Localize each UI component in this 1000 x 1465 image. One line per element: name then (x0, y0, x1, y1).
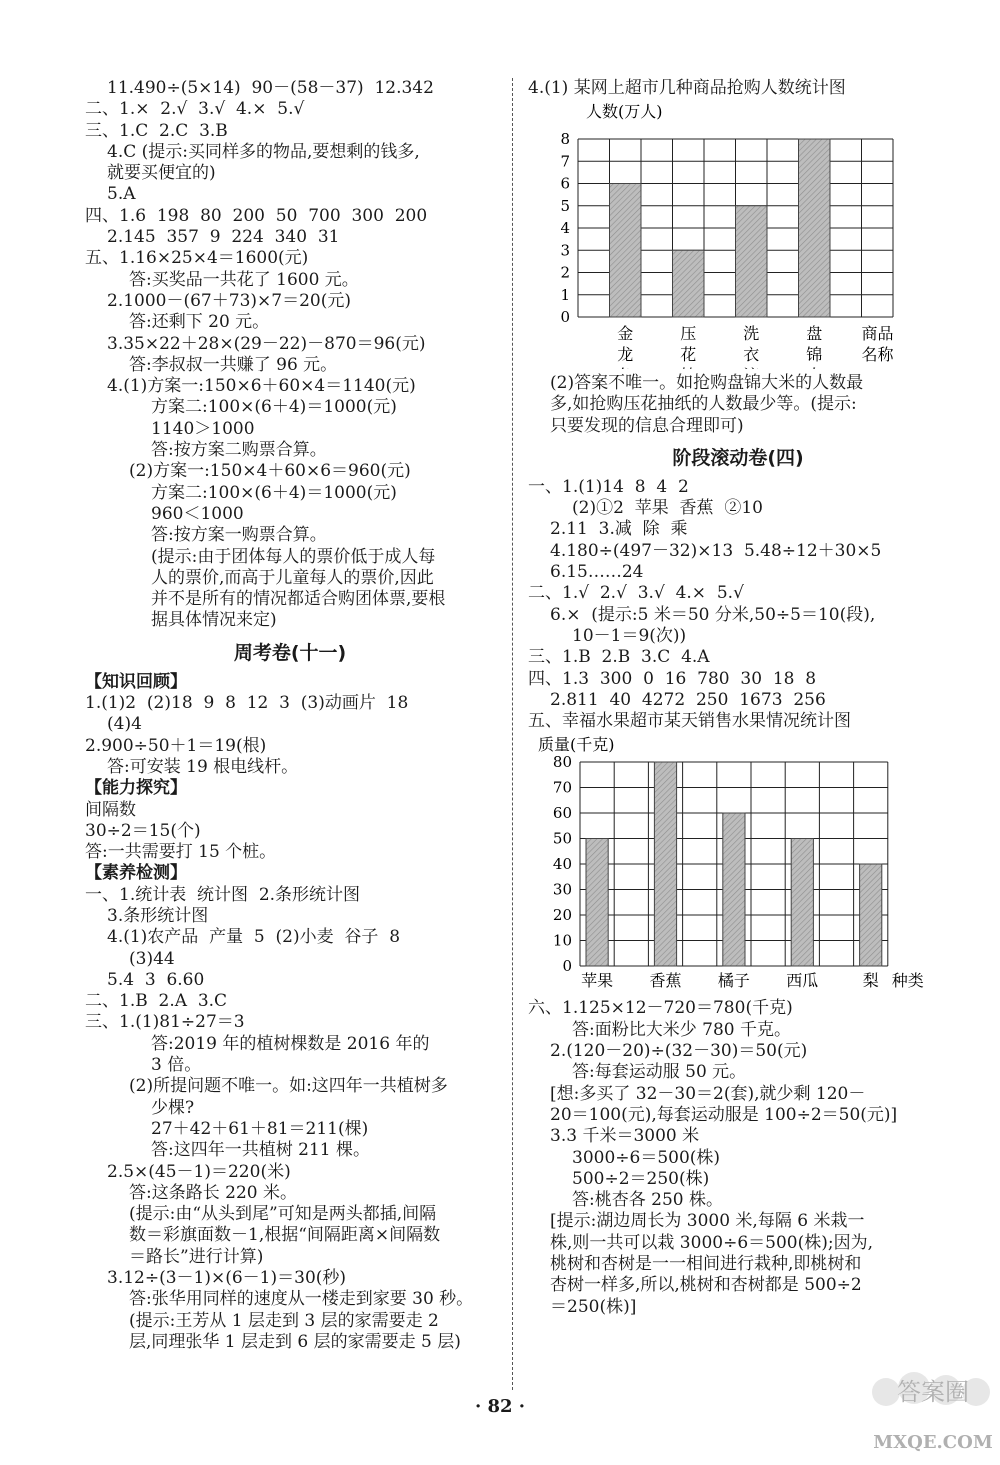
category-label: 西瓜 (786, 971, 819, 991)
answer-line: 三、1.B 2.B 3.C 4.A (528, 647, 710, 668)
category-label (617, 366, 633, 369)
answer-line: 3.3 千米＝3000 米 (550, 1126, 700, 1147)
bar (586, 839, 608, 967)
category-label (680, 366, 696, 369)
category-label: 金 (617, 324, 634, 343)
bar (610, 184, 642, 318)
bar (723, 813, 745, 966)
x-axis-label: 名称 (861, 345, 894, 364)
chart1-purchase-count (528, 99, 938, 369)
y-tick-label: 7 (560, 152, 570, 171)
y-tick-label: 0 (562, 957, 572, 976)
answer-line: 答:还剩下 20 元。 (129, 312, 270, 333)
category-label (743, 366, 759, 369)
bar (736, 206, 768, 317)
y-axis-label: 质量(千克) (538, 735, 615, 755)
answer-line: 5.A (107, 184, 136, 205)
answer-line: 1140＞1000 (151, 418, 255, 439)
answer-line: 3000÷6＝500(株) (572, 1147, 721, 1168)
answer-line: 答:2019 年的植树棵数是 2016 年的 (151, 1033, 430, 1054)
watermark-text: 答案圈 (897, 1378, 969, 1406)
bar (791, 839, 813, 967)
watermark-url: MXQE.COM (873, 1432, 993, 1453)
column-divider (512, 78, 513, 1390)
answer-line: 层,同理张华 1 层走到 6 层的家需要走 5 层) (129, 1331, 461, 1352)
y-tick-label: 2 (560, 263, 570, 282)
answer-line: (提示:由于团体每人的票价低于成人每 (151, 546, 436, 567)
answer-line: 数＝彩旗面数－1,根据“间隔距离×间隔数 (129, 1225, 441, 1246)
bar (799, 139, 831, 317)
answer-line: 答:这四年一共植树 211 棵。 (151, 1140, 370, 1161)
answer-line: 并不是所有的情况都适合购团体票,要根 (151, 589, 446, 610)
answer-line: 20＝100(元),每套运动服是 100÷2＝50(元)] (550, 1104, 898, 1125)
y-tick-label: 40 (552, 855, 572, 874)
answer-line: 四、1.6 198 80 200 50 700 300 200 (85, 205, 428, 226)
category-label: 锦 (806, 345, 823, 364)
answer-line: 4.180÷(497－32)×13 5.48÷12＋30×5 (550, 540, 882, 561)
answer-line: 1.(1)2 (2)18 9 8 12 3 (3)动画片 18 (85, 693, 409, 714)
watermark-logo (868, 1370, 998, 1460)
answer-line: 3 倍。 (151, 1055, 202, 1076)
answer-line: 答:张华用同样的速度从一楼走到家要 30 秒。 (129, 1289, 474, 1310)
category-label: 香蕉 (649, 971, 682, 991)
answer-line: 杏树一样多,所以,桃树和杏树都是 500÷2 (550, 1275, 862, 1296)
section-tag: 【能力探究】 (85, 778, 187, 799)
bar (654, 762, 676, 966)
category-label: 梨 (862, 971, 879, 991)
answer-line: 答:买奖品一共花了 1600 元。 (129, 269, 359, 290)
answer-line: 2.811 40 4272 250 1673 256 (550, 689, 826, 710)
y-tick-label: 80 (552, 753, 572, 772)
chart2-fruit-sales (528, 732, 948, 994)
answer-line: [想:多买了 32－30＝2(套),就少剩 120－ (550, 1083, 866, 1104)
answer-line: ＝路长”进行计算) (129, 1246, 264, 1267)
answer-line: (提示:由“从头到尾”可知是两头都插,间隔 (129, 1204, 437, 1225)
answer-line: 2.5×(45－1)＝220(米) (107, 1161, 291, 1182)
answer-line: 960＜1000 (151, 503, 244, 524)
category-label: 压 (680, 324, 697, 343)
answer-line: 只要发现的信息合理即可) (550, 415, 744, 436)
answer-line: 就要买便宜的) (107, 163, 216, 184)
answer-line: 5.4 3 6.60 (107, 969, 205, 990)
category-label: 花 (680, 345, 697, 364)
answer-line: 多,如抢购压花抽纸的人数最少等。(提示: (550, 394, 857, 415)
category-label (806, 366, 822, 369)
answer-line: 3.12÷(3－1)×(6－1)＝30(秒) (107, 1268, 347, 1289)
answer-line: 30÷2＝15(个) (85, 820, 201, 841)
answer-line: 一、1.(1)14 8 4 2 (528, 476, 689, 497)
answer-line: (2)①2 苹果 香蕉 ②10 (572, 498, 763, 519)
answer-line: 4.(1)农产品 产量 5 (2)小麦 谷子 8 (107, 927, 401, 948)
right-bottom-text (528, 998, 948, 1317)
category-label: 衣 (743, 345, 760, 364)
page-number: · 82 · (474, 1396, 526, 1417)
bar (673, 250, 705, 317)
answer-line: (2)方案一:150×4＋60×6＝960(元) (129, 461, 411, 482)
y-tick-label: 60 (552, 804, 572, 823)
y-tick-label: 6 (560, 174, 570, 193)
category-label: 洗 (743, 324, 760, 343)
y-tick-label: 30 (552, 880, 572, 899)
section-tag: 【素养检测】 (85, 863, 187, 884)
y-tick-label: 8 (560, 130, 570, 148)
answer-line: 株,则一共可以栽 3000÷6＝500(株);因为, (550, 1232, 873, 1253)
answer-line: 11.490÷(5×14) 90－(58－37) 12.342 (107, 78, 434, 98)
right-middle-text (528, 373, 948, 732)
y-tick-label: 50 (552, 829, 572, 848)
answer-line: 答:可安装 19 根电线杆。 (107, 756, 299, 777)
answer-line: 答:按方案一购票合算。 (151, 525, 327, 546)
left-column (85, 78, 495, 1353)
answer-line: (提示:王芳从 1 层走到 3 层的家需要走 2 (129, 1310, 439, 1331)
answer-line: 4.(1)方案一:150×6＋60×4＝1140(元) (107, 376, 416, 397)
answer-line: 6.× (提示:5 米＝50 分米,50÷5＝10(段), (550, 604, 876, 625)
y-axis-label: 人数(万人) (586, 102, 663, 121)
answer-line: 三、1.(1)81÷27＝3 (85, 1012, 245, 1033)
y-tick-label: 20 (552, 906, 572, 925)
answer-line: 据具体情况来定) (151, 610, 277, 631)
answer-line: 10－1＝9(次)) (572, 625, 687, 646)
answer-line: 一、1.统计表 统计图 2.条形统计图 (85, 884, 361, 905)
answer-line: 4.C (提示:买同样多的物品,要想剩的钱多, (107, 141, 420, 162)
answer-line: 五、1.16×25×4＝1600(元) (85, 248, 309, 269)
answer-line: (2)答案不唯一。如抢购盘锦大米的人数最 (550, 373, 864, 393)
answer-line: 答:李叔叔一共赚了 96 元。 (129, 354, 338, 375)
y-tick-label: 3 (560, 241, 570, 260)
answer-line: 五、幸福水果超市某天销售水果情况统计图 (528, 711, 851, 732)
section-tag: 【知识回顾】 (85, 671, 187, 692)
answer-line: 桃树和杏树是一一相间进行栽种,即桃树和 (550, 1254, 862, 1275)
answer-line: 六、1.125×12－720＝780(千克) (528, 998, 793, 1019)
answer-line: 少棵? (151, 1097, 195, 1118)
answer-line: 27＋42＋61＋81＝211(棵) (151, 1118, 369, 1139)
answer-line: 3.条形统计图 (107, 905, 209, 926)
answer-line: 二、1.× 2.√ 3.√ 4.× 5.√ (85, 99, 305, 120)
answer-line: 三、1.C 2.C 3.B (85, 120, 228, 141)
answer-line: 500÷2＝250(株) (572, 1168, 710, 1189)
answer-line: 人的票价,而高于儿童每人的票价,因此 (151, 567, 434, 588)
answer-line: ＝250(株)] (550, 1296, 637, 1317)
answer-line: 2.11 3.减 除 乘 (550, 519, 688, 540)
section-title: 周考卷(十一) (233, 641, 347, 664)
category-label: 盘 (806, 324, 823, 343)
answer-line: 答:一共需要打 15 个桩。 (85, 842, 277, 863)
y-tick-label: 10 (552, 931, 572, 950)
section-title: 阶段滚动卷(四) (672, 446, 804, 469)
answer-line: 方案二:100×(6＋4)＝1000(元) (151, 397, 397, 418)
answer-line: 2.145 357 9 224 340 31 (107, 227, 340, 248)
y-tick-label: 5 (560, 196, 570, 215)
answer-line: (3)44 (129, 948, 175, 969)
answer-line: 答:这条路长 220 米。 (129, 1182, 297, 1203)
bar (860, 864, 882, 966)
category-label: 橘子 (717, 971, 750, 991)
answer-line: 答:面粉比大米少 780 千克。 (572, 1019, 791, 1040)
answer-line: (2)所提问题不唯一。如:这四年一共植树多 (129, 1076, 448, 1097)
category-label: 龙 (617, 345, 634, 364)
chart1-heading: 4.(1) 某网上超市几种商品抢购人数统计图 (528, 78, 846, 98)
y-tick-label: 4 (560, 219, 570, 237)
answer-line: 二、1.√ 2.√ 3.√ 4.× 5.√ (528, 583, 744, 604)
category-label: 苹果 (581, 971, 614, 991)
answer-line: 2.900÷50＋1＝19(根) (85, 735, 267, 756)
answer-line: (4)4 (107, 714, 142, 735)
x-axis-label: 种类 (891, 971, 924, 991)
answer-line: 四、1.3 300 0 16 780 30 18 8 (528, 668, 817, 689)
answer-line: 二、1.B 2.A 3.C (85, 991, 228, 1012)
answer-line: 2.(120－20)÷(32－30)＝50(元) (550, 1041, 808, 1062)
answer-line: [提示:湖边周长为 3000 米,每隔 6 米栽一 (550, 1211, 865, 1232)
answer-line: 方案二:100×(6＋4)＝1000(元) (151, 482, 397, 503)
answer-line: 间隔数 (85, 799, 136, 820)
answer-line: 2.1000－(67＋73)×7＝20(元) (107, 290, 351, 311)
y-tick-label: 1 (560, 285, 570, 304)
x-axis-label: 商品 (861, 324, 894, 343)
y-tick-label: 70 (552, 778, 572, 797)
answer-line: 答:每套运动服 50 元。 (572, 1062, 747, 1083)
answer-line: 答:桃杏各 250 株。 (572, 1190, 723, 1211)
answer-line: 6.15……24 (550, 562, 644, 583)
answer-line: 答:按方案二购票合算。 (151, 440, 327, 461)
y-tick-label: 0 (560, 308, 570, 326)
answer-line: 3.35×22＋28×(29－22)－870＝96(元) (107, 333, 426, 354)
right-column (528, 78, 948, 1318)
